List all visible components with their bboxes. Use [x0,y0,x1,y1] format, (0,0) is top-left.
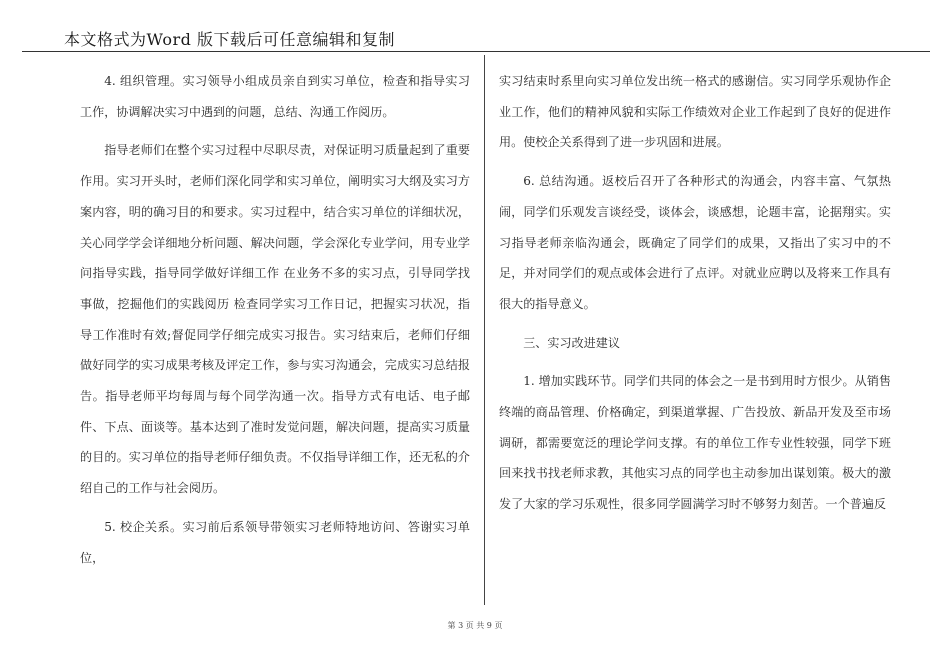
column-divider [484,55,485,605]
paragraph-school-enterprise-continued: 实习结束时系里向实习单位发出统一格式的感谢信。实习同学乐观协作企业工作，他们的精神风貌和实际工作绩效对企业工作起到了良好的促进作用。使校企关系得到了进一步巩固和进展。 [499,74,891,150]
paragraph-advisor-duties: 指导老师们在整个实习过程中尽职尽责，对保证明习质量起到了重要作用。实习开头时，老师们深化同学和实习单位，阐明实习大纲及实习方案内容，明的确习目的和要求。实习过程中，结合实习单位的详细状况，关心同学学会详细地分析问题、解决问题，学会深化专业学问，用专业学问指导实践，指导同学做好详细工作 在业务不多的实习点，引导同学找事做，挖掘他们的实践阅历 检查同学实习工作日记，把握实习状况，指导工作准时有效;督促同学仔细完成实习报告。实习结束后，老师们仔细做好同学的实习成果考核及评定工作，参与实习沟通会，完成实习总结报告。指导老师平均每周与每个同学沟通一次。指导方式有电话、电子邮件、下点、面谈等。基本达到了准时发觉问题，解决问题，提高实习质量的目的。实习单位的指导老师仔细负责。不仅指导详细工作，还无私的介绍自己的工作与社会阅历。 [80,143,470,496]
header-title: 本文格式为Word 版下载后可任意编辑和复制 [64,30,395,49]
left-column [80,66,470,573]
page-header [22,0,930,52]
header-rule [22,51,930,52]
right-column [499,66,891,520]
paragraph-summary-exchange: 6. 总结沟通。返校后召开了各种形式的沟通会，内容丰富、气氛热闹，同学们乐观发言谈经受，谈体会，谈感想，论题丰富，论据翔实。实习指导老师亲临沟通会，既确定了同学们的成果，又指出了实习中的不足，并对同学们的观点或体会进行了点评。对就业应聘以及将来工作具有很大的指导意义。 [499,174,891,311]
paragraph-school-enterprise: 5. 校企关系。实习前后系领导带领实习老师特地访问、答谢实习单位， [80,519,470,565]
section-heading-improvement: 三、实习改进建议 [523,335,620,350]
paragraph-organization-management: 4. 组织管理。实习领导小组成员亲自到实习单位，检查和指导实习工作，协调解决实习中遇到的问题，总结、沟通工作阅历。 [80,74,470,119]
page-number: 第 3 页 共 9 页 [447,621,503,630]
paragraph-increase-practice: 1. 增加实践环节。同学们共同的体会之一是书到用时方恨少。从销售终端的商品管理、价格确定，到渠道掌握、广告投放、新品开发及至市场调研，都需要宽泛的理论学问支撑。有的单位工作专业性较强，同学下班回来找书找老师求教，其他实习点的同学也主动参加出谋划策。极大的激发了大家的学习乐观性，很多同学圆满学习时不够努力刻苦。一个普遍反 [499,374,891,512]
